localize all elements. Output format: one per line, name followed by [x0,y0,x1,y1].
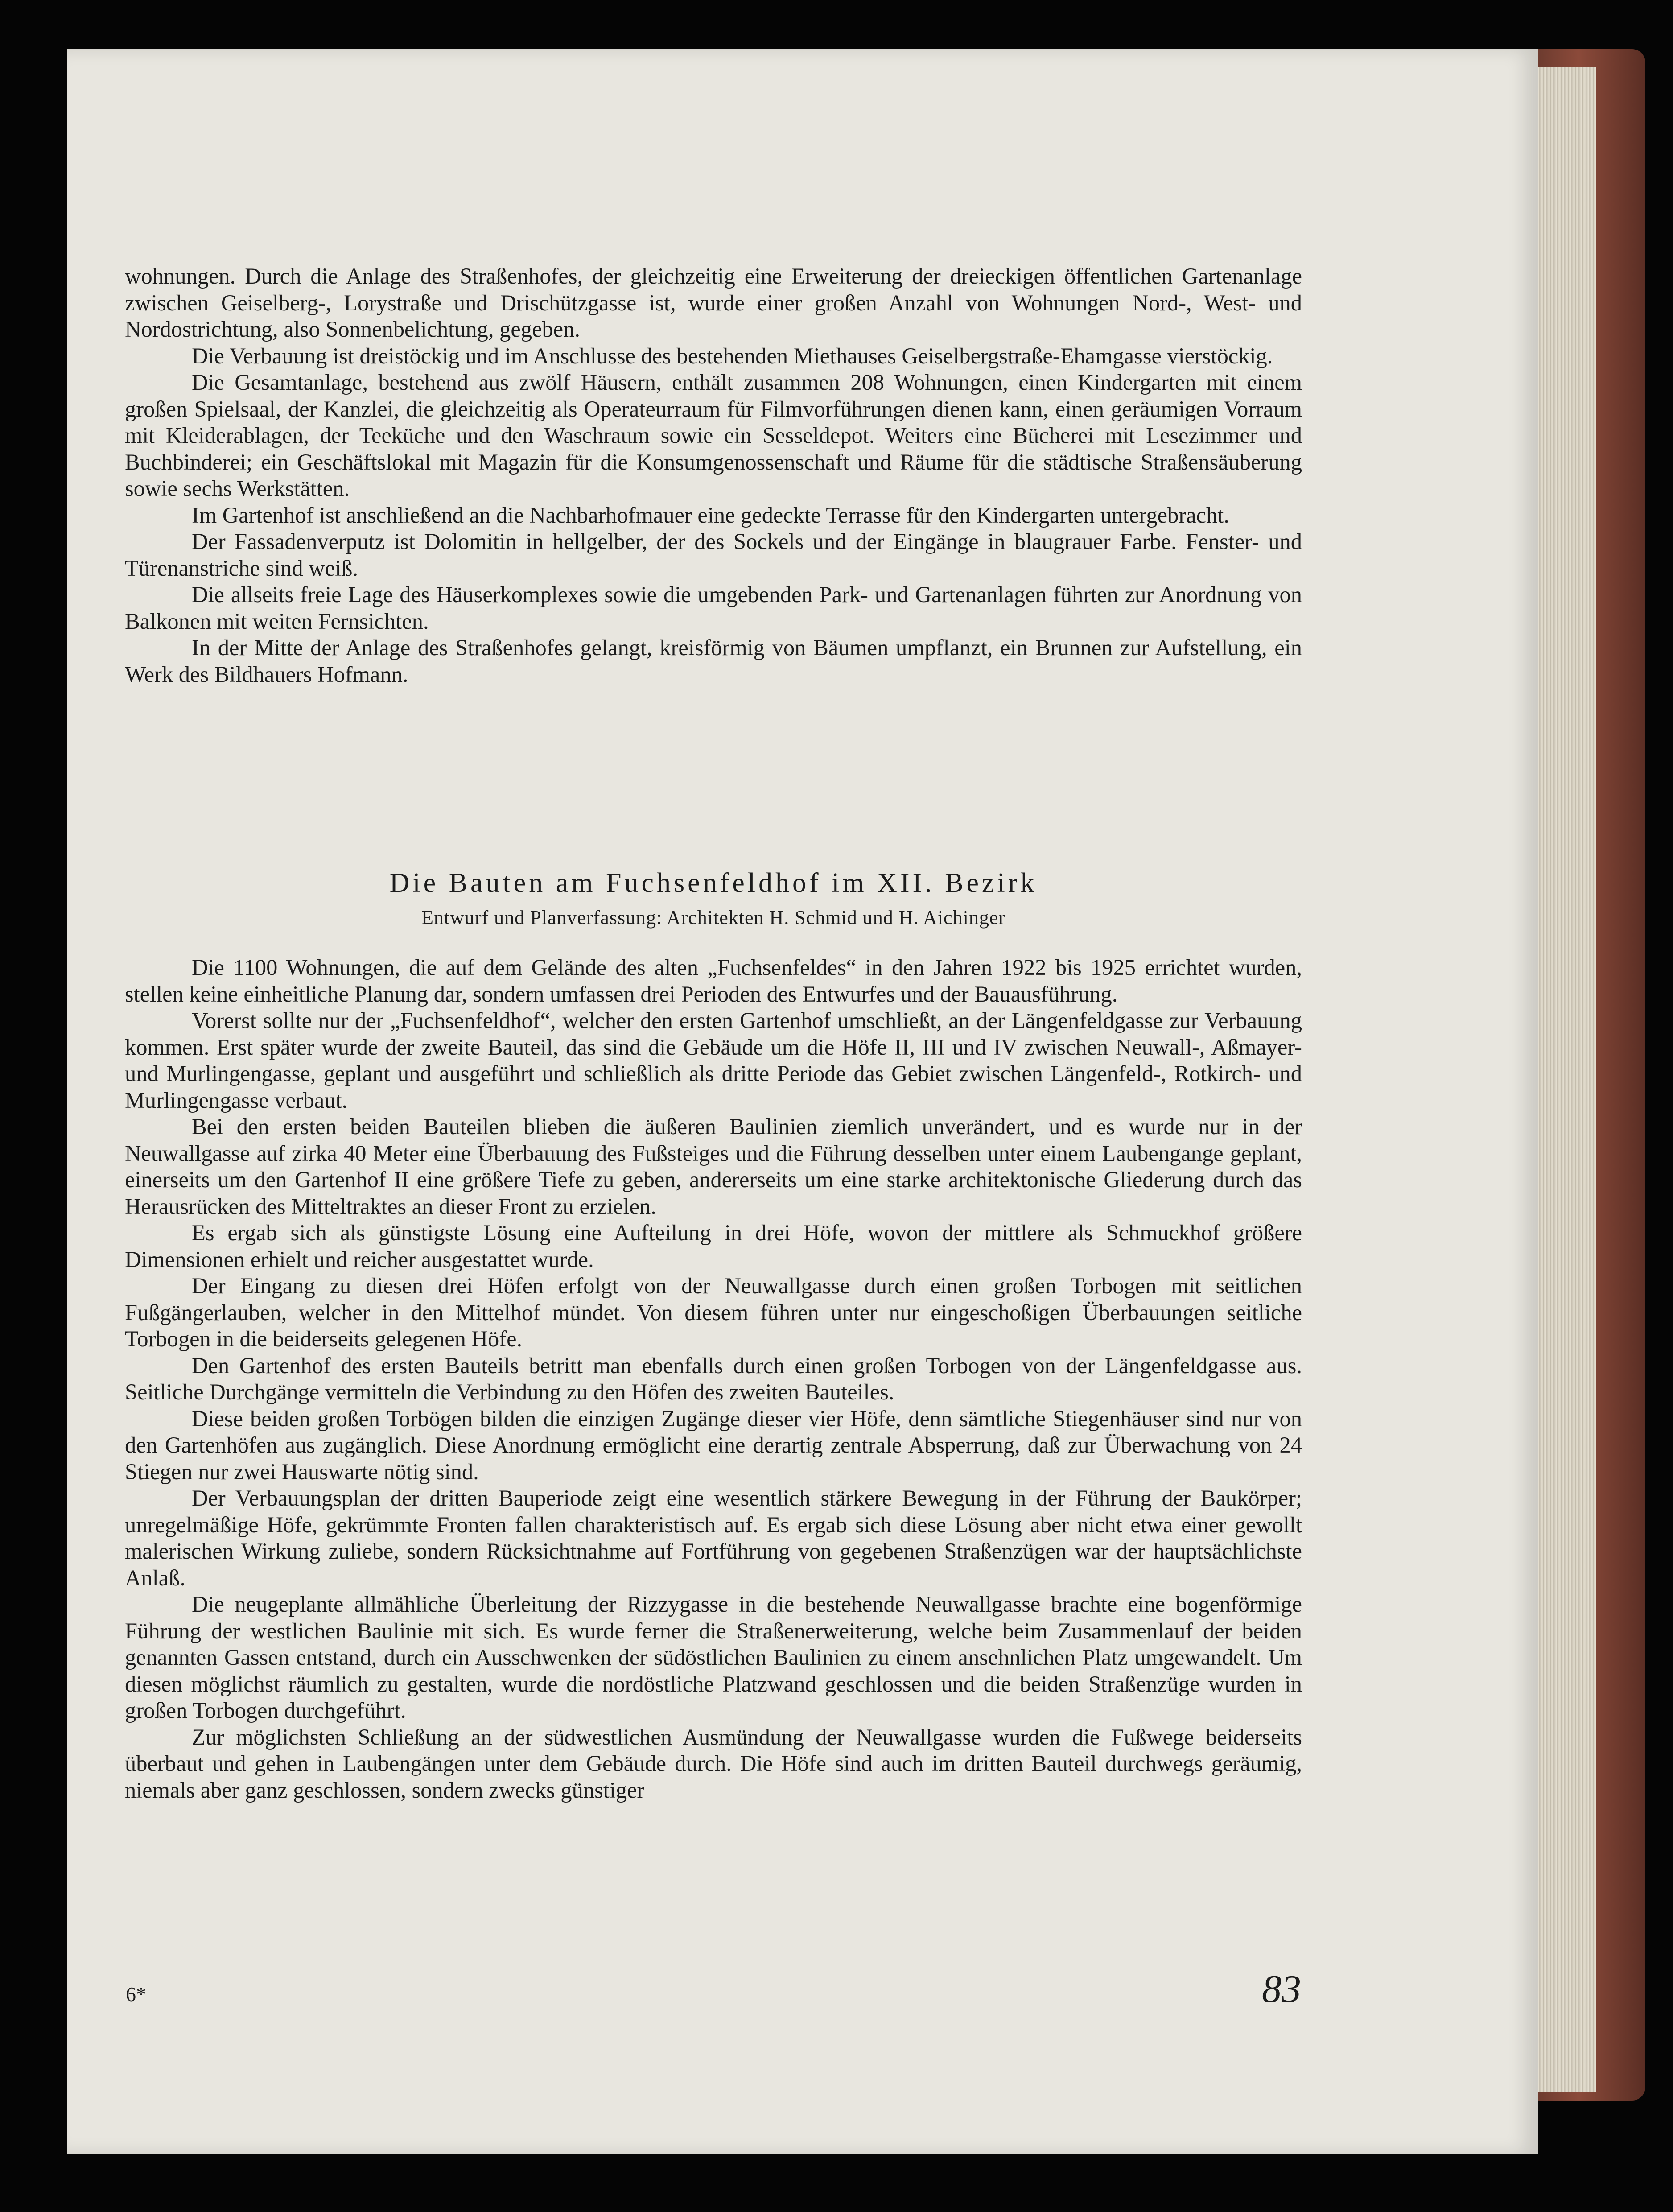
paragraph: Die 1100 Wohnungen, die auf dem Gelände des alten „Fuchsenfeldes“ in den Jahren 1922 bis 1925 errichtet wurden, stellen keine einheitliche Planung dar, sondern umfassen drei Perioden des Entwurfes und der Bauausführung. [125,955,1302,1007]
paragraph: Den Gartenhof des ersten Bauteils betritt man ebenfalls durch einen großen Torbogen von der Längenfeldgasse aus. Seitliche Durchgänge vermitteln die Verbindung zu den Höfen des zweiten Bauteiles. [125,1353,1302,1404]
printer-signature: 6* [126,1983,146,2006]
paragraph: Der Verbauungsplan der dritten Bauperiode zeigt eine wesentlich stärkere Bewegung in der Führung der Baukörper; unregelmäßige Höfe, gekrümmte Fronten fallen charakteristisch auf. Es ergab sich diese Lösung aber nicht etwa einer gewollt malerischen Wirkung zuliebe, sondern Rücksichtnahme auf Fortführung von gegebenen Straßenzügen war der hauptsächlichste Anlaß. [125,1486,1302,1590]
paragraph: Die neugeplante allmähliche Überleitung der Rizzygasse in die bestehende Neuwallgasse brachte eine bogenförmige Führung der westlichen Baulinie mit sich. Es wurde ferner die Straßenerweiterung, welche beim Zusammenlauf der beiden genannten Gassen entstand, durch ein Ausschwenken der südöstlichen Baulinien zu einem ansehnlichen Platz umgewandelt. Um diesen möglichst räumlich zu gestalten, wurde die nordöstliche Platzwand geschlossen und die beiden Straßenzüge wurden in großen Torbogen durchgeführt. [125,1592,1302,1723]
section1-text [125,263,1302,688]
section-title: Die Bauten am Fuchsenfeldhof im XII. Bezirk [389,868,1038,898]
section-heading [125,865,1302,931]
page-number: 83 [1262,1968,1301,2011]
section-credit: Entwurf und Planverfassung: Architekten H. Schmid und H. Aichinger [421,907,1005,929]
paragraph: Der Eingang zu diesen drei Höfen erfolgt von der Neuwallgasse durch einen großen Torbogen mit seitlichen Fußgängerlauben, welcher in den Mittelhof mündet. Von diesem führen unter nur eingeschoßigen Überbauungen seitliche Torbogen in die beiderseits gelegenen Höfe. [125,1273,1302,1351]
paragraph: Zur möglichsten Schließung an der südwestlichen Ausmündung der Neuwallgasse wurden die Fußwege beiderseits überbaut und gehen in Laubengängen unter dem Gebäude durch. Die Höfe sind auch im dritten Bauteil durchwegs geräumig, niemals aber ganz geschlossen, sondern zwecks günstiger [125,1724,1302,1803]
paragraph: Diese beiden großen Torbögen bilden die einzigen Zugänge dieser vier Höfe, denn sämtliche Stiegenhäuser sind nur von den Gartenhöfen aus zugänglich. Diese Anordnung ermöglicht eine derartig zentrale Absperrung, daß zur Überwachung von 24 Stiegen nur zwei Hauswarte nötig sind. [125,1406,1302,1484]
section2-text [125,954,1302,1803]
paragraph: Die Verbauung ist dreistöckig und im Anschlusse des bestehenden Miethauses Geiselbergstraße-Ehamgasse vierstöckig. [192,343,1273,368]
paragraph: Es ergab sich als günstigste Lösung eine Aufteilung in drei Höfe, wovon der mittlere als Schmuckhof größere Dimensionen erhielt und reicher ausgestattet wurde. [125,1220,1302,1272]
paragraph: Bei den ersten beiden Bauteilen blieben die äußeren Baulinien ziemlich unverändert, und es wurde nur in der Neuwallgasse auf zirka 40 Meter eine Überbauung des Fußsteiges und die Führung desselben unter einem Laubengange geplant, einerseits um den Gartenhof II eine größere Tiefe zu geben, andererseits um eine starke architektonische Gliederung durch das Herausrücken des Mitteltraktes an dieser Front zu erzielen. [125,1114,1302,1219]
paragraph: Vorerst sollte nur der „Fuchsenfeldhof“, welcher den ersten Gartenhof umschließt, an der Längenfeldgasse zur Verbauung kommen. Erst später wurde der zweite Bauteil, das sind die Gebäude um die Höfe II, III und IV zwischen Neuwall-, Aßmayer- und Murlingengasse, geplant und ausgeführt und schließlich als dritte Periode das Gebiet zwischen Längenfeld-, Rotkirch- und Murlingengasse verbaut. [125,1008,1302,1113]
paragraph: Im Gartenhof ist anschließend an die Nachbarhofmauer eine gedeckte Terrasse für den Kindergarten untergebracht. [192,502,1229,528]
page-stack-edge [1534,67,1596,2092]
paragraph: wohnungen. Durch die Anlage des Straßenhofes, der gleichzeitig eine Erweiterung der dreieckigen öffentlichen Gartenanlage zwischen Geiselberg-, Lorystraße und Drischützgasse ist, wurde einer großen Anzahl von Wohnungen Nord-, West- und Nordostrichtung, also Sonnenbelichtung, gegeben. [125,264,1302,342]
book-page [67,49,1538,2154]
paragraph: In der Mitte der Anlage des Straßenhofes gelangt, kreisförmig von Bäumen umpflanzt, ein Brunnen zur Aufstellung, ein Werk des Bildhauers Hofmann. [125,635,1302,687]
paragraph: Die allseits freie Lage des Häuserkomplexes sowie die umgebenden Park- und Gartenanlagen führten zur Anordnung von Balkonen mit weiten Fernsichten. [125,582,1302,634]
paragraph: Die Gesamtanlage, bestehend aus zwölf Häusern, enthält zusammen 208 Wohnungen, einen Kindergarten mit einem großen Spielsaal, der Kanzlei, die gleichzeitig als Operateurraum für Filmvorführungen dienen kann, einen geräumigen Vorraum mit Kleiderablagen, der Teeküche und den Waschraum sowie ein Sesseldepot. Weiters eine Bücherei mit Lesezimmer und Buchbinderei; ein Geschäftslokal mit Magazin für die Konsumgenossenschaft und Räume für die städtische Straßensäuberung sowie sechs Werkstätten. [125,370,1302,501]
paragraph: Der Fassadenverputz ist Dolomitin in hellgelber, der des Sockels und der Eingänge in blaugrauer Farbe. Fenster- und Türenanstriche sind weiß. [125,529,1302,581]
